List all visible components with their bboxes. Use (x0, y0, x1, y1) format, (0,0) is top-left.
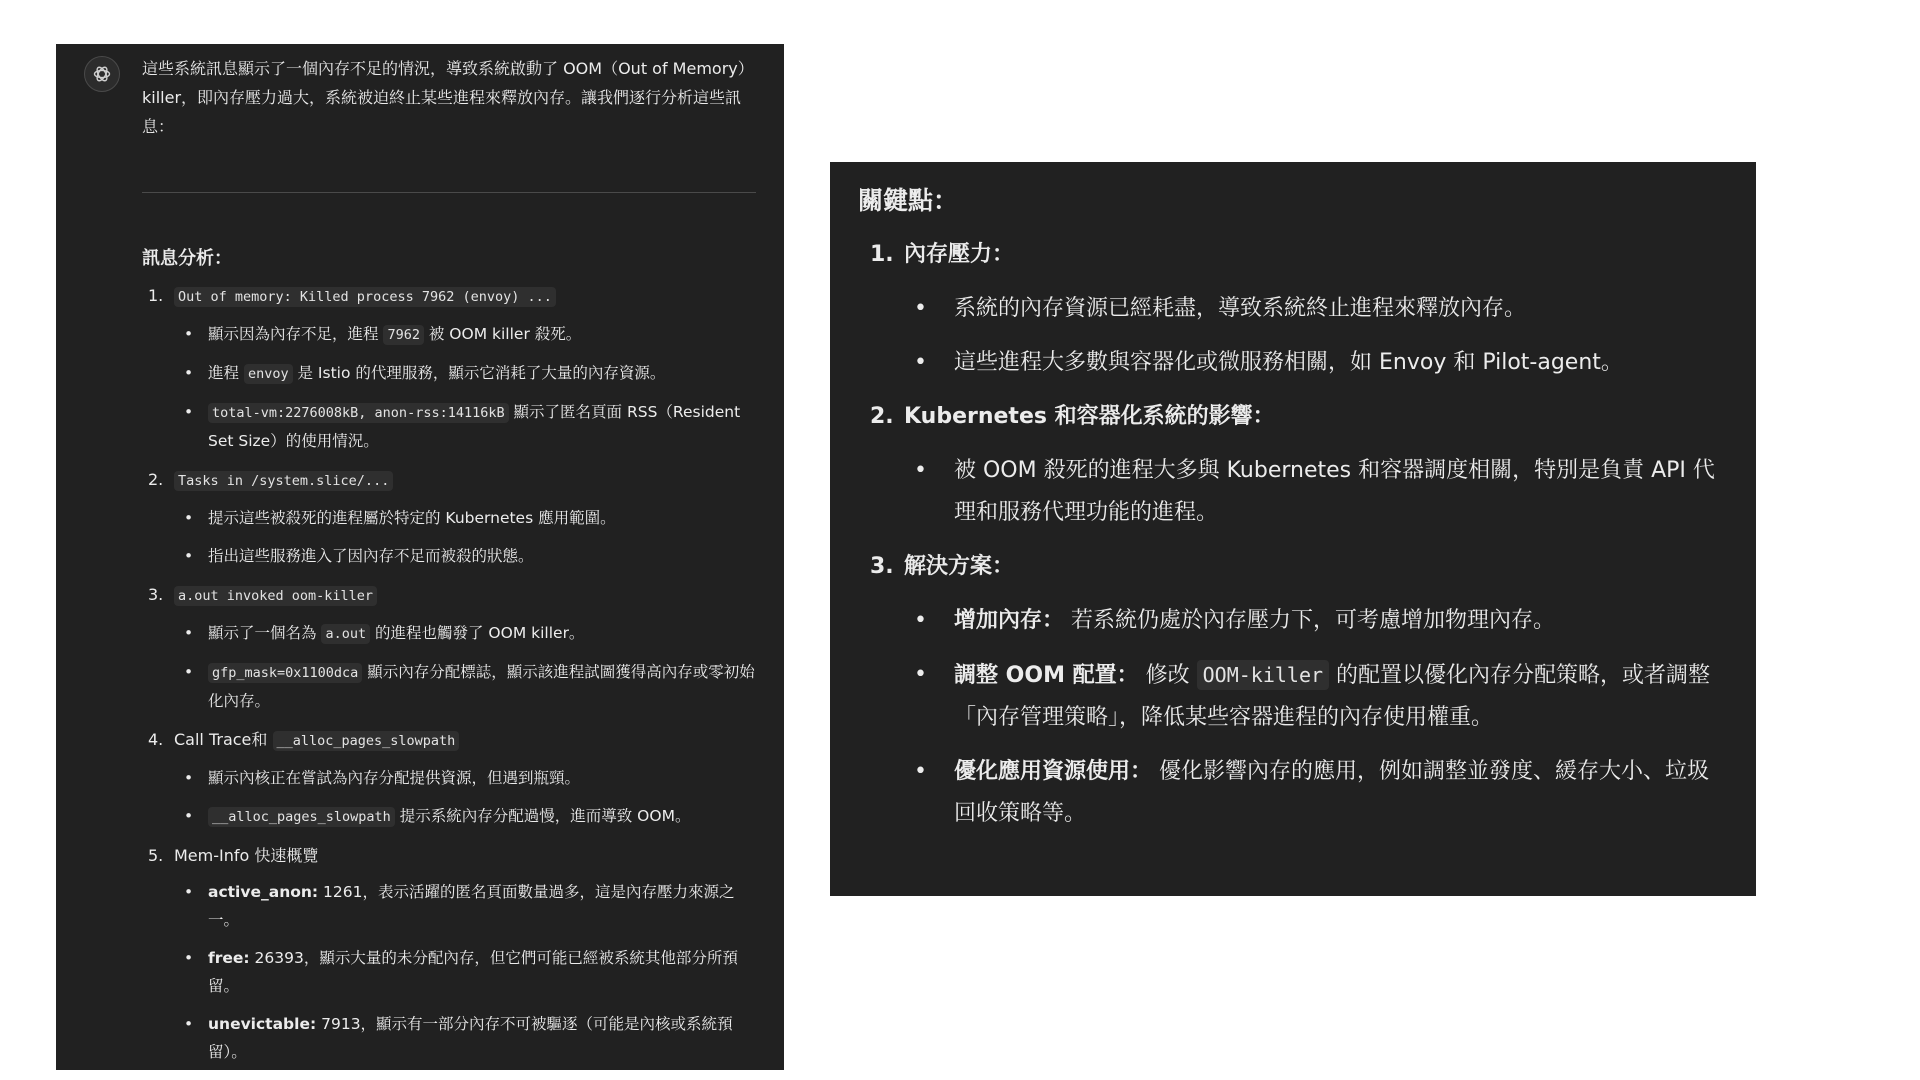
analysis-item-heading (142, 281, 756, 312)
section-divider (142, 192, 756, 193)
item-number: 4. (148, 730, 164, 749)
openai-logo-icon (92, 64, 112, 84)
list-item: • 指出這些服務進入了因內存不足而被殺的狀態。 (142, 542, 756, 570)
bullet: • (184, 949, 194, 967)
inline-code: __alloc_pages_slowpath (208, 807, 395, 827)
bullet: • (184, 364, 194, 382)
inline-code: OOM-killer (1197, 660, 1329, 690)
log-line-code: Out of memory: Killed process 7962 (envoy) ... (174, 287, 556, 307)
list-item: • 系統的內存資源已經耗盡，導致系統終止進程來釋放內存。 (858, 288, 1728, 330)
list-item: • 顯示了一個名為 a.out 的進程也觸發了 OOM killer。 (142, 619, 756, 648)
item-number: 2. (148, 470, 164, 489)
bullet: • (914, 350, 927, 375)
inline-code: total-vm:2276008kB, anon-rss:14116kB (208, 403, 509, 423)
analysis-item-heading: 5. Mem-Info 快速概覽 (142, 841, 756, 870)
inline-code: a.out (321, 624, 370, 644)
log-line-code: Tasks in /system.slice/... (174, 471, 393, 491)
key-point-heading: 1. 內存壓力： (858, 234, 1728, 276)
bullet: • (914, 296, 927, 321)
key-points-content (858, 180, 1728, 847)
inline-code: gfp_mask=0x1100dca (208, 663, 362, 683)
bullet: • (184, 547, 194, 565)
analysis-item (142, 841, 756, 1066)
chat-response-panel (56, 44, 784, 1070)
analysis-item (142, 281, 756, 455)
list-item: • 這些進程大多數與容器化或微服務相關，如 Envoy 和 Pilot-agent。 (858, 342, 1728, 384)
section-title: 訊息分析： (142, 248, 232, 269)
bullet: • (914, 458, 927, 483)
sub-list (142, 764, 756, 831)
item-number: 3. (148, 585, 164, 604)
analysis-list (142, 281, 756, 1066)
bullet: • (914, 608, 927, 633)
analysis-item (142, 580, 756, 715)
list-item: • 調整 OOM 配置： 修改 OOM-killer 的配置以優化內存分配策略，或者調整「內存管理策略」，降低某些容器進程的內存使用權重。 (858, 654, 1728, 739)
bullet: • (914, 662, 927, 687)
list-item: • free: 26393，顯示大量的未分配內存，但它們可能已經被系統其他部分所預留。 (142, 944, 756, 1000)
analysis-item-heading (142, 465, 756, 496)
key-point-heading: 3. 解決方案： (858, 546, 1728, 588)
sub-list (142, 320, 756, 455)
sub-list (142, 878, 756, 1066)
sub-list (142, 504, 756, 570)
list-item: • gfp_mask=0x1100dca 顯示內存分配標誌，顯示該進程試圖獲得高內存或零初始化內存。 (142, 658, 756, 715)
bullet: • (184, 325, 194, 343)
list-item: • 提示這些被殺死的進程屬於特定的 Kubernetes 應用範圍。 (142, 504, 756, 532)
bullet: • (184, 769, 194, 787)
bullet: • (184, 1015, 194, 1033)
log-line-code: __alloc_pages_slowpath (273, 731, 460, 751)
sub-list (142, 619, 756, 715)
log-line-code: a.out invoked oom-killer (174, 586, 377, 606)
intro-paragraph: 這些系統訊息顯示了一個內存不足的情況，導致系統啟動了 OOM（Out of Memory）killer，即內存壓力過大，系統被迫終止某些進程來釋放內存。讓我們逐行分析這些訊息： (142, 59, 754, 136)
list-item: • unevictable: 7913，顯示有一部分內存不可被驅逐（可能是內核或系統預留）。 (142, 1010, 756, 1066)
analysis-item (142, 725, 756, 831)
bullet: • (184, 509, 194, 527)
list-item: • 增加內存： 若系統仍處於內存壓力下，可考慮增加物理內存。 (858, 600, 1728, 642)
list-item: • 被 OOM 殺死的進程大多與 Kubernetes 和容器調度相關，特別是負責 API 代理和服務代理功能的進程。 (858, 450, 1728, 534)
message-content (142, 54, 756, 1070)
item-number: 5. (148, 846, 164, 865)
bullet: • (914, 759, 927, 784)
bullet: • (184, 663, 194, 681)
inline-code: 7962 (383, 325, 424, 345)
key-points-title: 關鍵點： (858, 186, 959, 215)
key-points-panel (830, 162, 1756, 896)
bullet: • (184, 403, 194, 421)
item-number: 2. (870, 404, 894, 429)
list-item: • active_anon: 1261，表示活躍的匿名頁面數量過多，這是內存壓力來源之一。 (142, 878, 756, 934)
list-item: • __alloc_pages_slowpath 提示系統內存分配過慢，進而導致 OOM。 (142, 802, 756, 831)
analysis-item-heading (142, 580, 756, 611)
item-number: 3. (870, 554, 894, 579)
list-item: • total-vm:2276008kB, anon-rss:14116kB 顯示了匿名頁面 RSS（Resident Set Size）的使用情況。 (142, 398, 756, 455)
bullet: • (184, 807, 194, 825)
bullet: • (184, 883, 194, 901)
inline-code: envoy (244, 364, 293, 384)
analysis-item-heading: 4. Call Trace和 __alloc_pages_slowpath (142, 725, 756, 756)
list-item: • 顯示內核正在嘗試為內存分配提供資源，但遇到瓶頸。 (142, 764, 756, 792)
list-item: • 優化應用資源使用： 優化影響內存的應用，例如調整並發度、緩存大小、垃圾回收策略等。 (858, 751, 1728, 835)
list-item: • 顯示因為內存不足，進程 7962 被 OOM killer 殺死。 (142, 320, 756, 349)
item-number: 1. (148, 286, 164, 305)
list-item: • 進程 envoy 是 Istio 的代理服務，顯示它消耗了大量的內存資源。 (142, 359, 756, 388)
bullet: • (184, 624, 194, 642)
key-point-heading: 2. Kubernetes 和容器化系統的影響： (858, 396, 1728, 438)
analysis-item (142, 465, 756, 570)
assistant-avatar (84, 56, 120, 92)
item-number: 1. (870, 242, 894, 267)
